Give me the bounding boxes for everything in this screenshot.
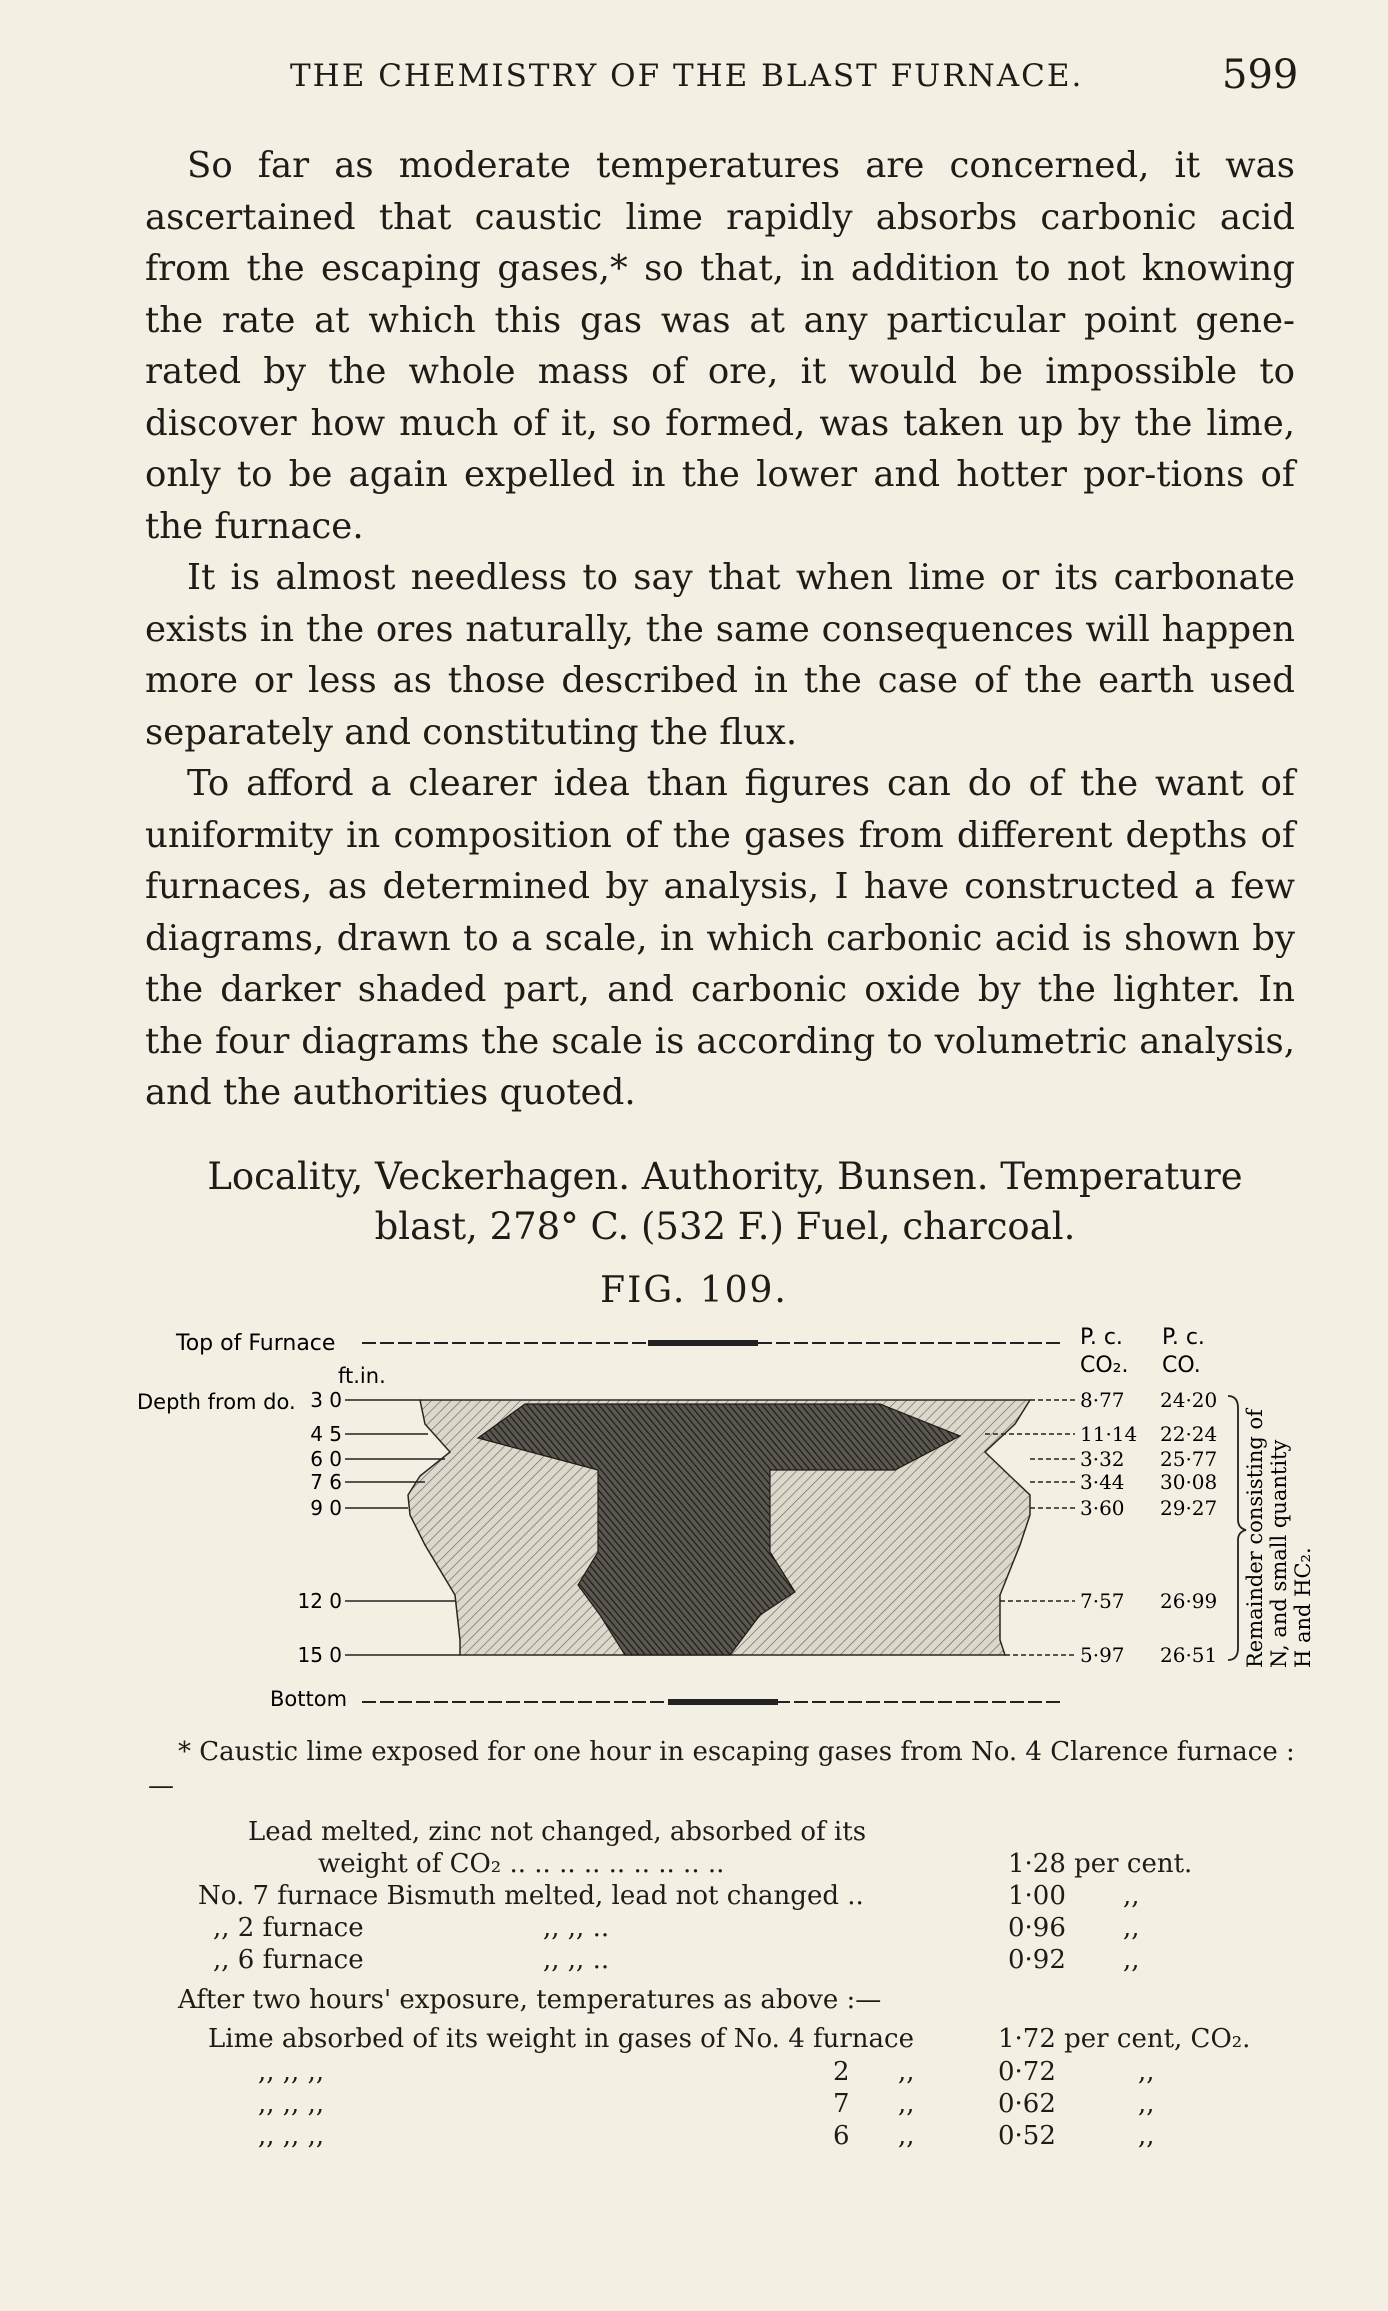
fn-lime-row-val: 0·52 [998,2121,1056,2151]
paragraph-3: To afford a clearer idea than figures can do of the want of uniformity in composition of the gases from different depths of furnaces, as determined by analysis, I have constructed a few diagrams, drawn to a scale, in which carbonic acid is shown by the darker shaded part, and carbonic oxide by the lighter. In the four diagrams the scale is according to volumetric analysis, and the authorities quoted. [145,763,1295,1113]
co2-value: 3·60 [1080,1496,1125,1520]
footnote [148,1735,1308,1803]
depth-label: 9 0 [310,1496,342,1520]
co2-head-2: CO₂. [1080,1353,1129,1378]
co-head-2: CO. [1162,1353,1201,1378]
co-value: 29·27 [1160,1496,1218,1520]
fn-ditto: ,, [1123,1881,1140,1911]
fn-line-c-mid: ,, ,, .. [543,1913,610,1943]
fn-lime-no: 7 [833,2089,850,2119]
fn-ditto: ,, [1123,1913,1140,1943]
depth-from-label: Depth from do. [137,1390,296,1414]
fn-ditto: ,, [898,2057,915,2087]
co2-value: 8·77 [1080,1388,1125,1412]
figure-caption [150,1152,1300,1252]
running-title: THE CHEMISTRY OF THE BLAST FURNACE. [290,58,1084,94]
body-text [145,140,1295,1119]
fn-lime-row-val: 0·72 [998,2057,1056,2087]
co-value: 30·08 [1160,1470,1218,1494]
co2-head-1: P. c. [1080,1325,1123,1350]
depth-label: 7 6 [310,1470,342,1494]
fn-ditto: ,, [1138,2089,1155,2119]
fn-line-a2: weight of CO₂ .. .. .. .. .. .. .. .. .. [318,1849,725,1879]
depth-label: 4 5 [310,1422,342,1446]
fn-after: After two hours' exposure, temperatures as above :— [178,1985,882,2015]
fn-lime-no: 2 [833,2057,850,2087]
caption-line-1: Locality, Veckerhagen. Authority, Bunsen. Temperature [207,1155,1243,1198]
fn-ditto: ,, [1138,2121,1155,2151]
furnace-diagram [0,1315,1388,1715]
fn-line-d-mid: ,, ,, .. [543,1945,610,1975]
fn-line-d: ,, 6 furnace [213,1945,364,1975]
co-values [1160,1388,1217,1667]
co-value: 26·51 [1160,1643,1218,1667]
fn-val-a: 1·28 per cent. [1008,1849,1193,1879]
fn-lime-ditto: ,, ,, ,, [258,2089,325,2119]
fn-line-a1: Lead melted, zinc not changed, absorbed of its [248,1817,867,1847]
top-of-furnace-label: Top of Furnace [176,1331,336,1356]
fn-lime-no: 6 [833,2121,850,2151]
figure-title: FIG. 109. [600,1270,788,1311]
co2-values [1080,1388,1137,1667]
footnote-intro: * Caustic lime exposed for one hour in escaping gases from No. 4 Clarence furnace :— [148,1737,1295,1801]
co-value: 25·77 [1160,1447,1218,1471]
paragraph-1: So far as moderate temperatures are concerned, it was ascertained that caustic lime rapidly absorbs carbonic acid from the escaping gases,* so that, in addition to not knowing the rate at which this gas was at any particular point gene-rated by the whole mass of ore, it would be impossible to discover how much of it, so formed, was taken up by the lime, only to be again expelled in the lower and hotter por-tions of the furnace. [145,145,1295,547]
fn-lime-line: Lime absorbed of its weight in gases of No. 4 furnace [208,2024,914,2054]
side-note-line-3: H and HC₂. [1291,1547,1315,1668]
paragraph-2: It is almost needless to say that when lime or its carbonate exists in the ores naturally, the same consequences will happen more or less as those described in the case of the earth used separately and constituting the flux. [145,557,1295,753]
fn-line-b: No. 7 furnace Bismuth melted, lead not changed .. [198,1881,864,1911]
co-value: 26·99 [1160,1589,1218,1613]
fn-val-b: 1·00 [1008,1881,1066,1911]
fn-lime-ditto: ,, ,, ,, [258,2057,325,2087]
furnace-mouth [648,1340,758,1346]
fn-lime-row-val: 0·62 [998,2089,1056,2119]
depth-label: 3 0 [310,1388,342,1412]
fn-ditto: ,, [1138,2057,1155,2087]
fn-lime-ditto: ,, ,, ,, [258,2121,325,2151]
co2-value: 3·32 [1080,1447,1125,1471]
co-value: 24·20 [1160,1388,1218,1412]
co2-value: 7·57 [1080,1589,1125,1613]
side-note-line-2: N, and small quantity [1267,1439,1291,1668]
co2-value: 11·14 [1080,1422,1138,1446]
depth-labels [297,1388,342,1667]
depth-label: 12 0 [297,1589,342,1613]
fn-ditto: ,, [898,2121,915,2151]
fn-line-c: ,, 2 furnace [213,1913,364,1943]
fn-ditto: ,, [1123,1945,1140,1975]
fn-lime-val: 1·72 per cent, CO₂. [998,2024,1251,2054]
co2-value: 5·97 [1080,1643,1125,1667]
side-note-line-1: Remainder consisting of [1243,1409,1267,1668]
bottom-label: Bottom [270,1687,348,1711]
co-head-1: P. c. [1162,1325,1205,1350]
fn-val-c: 0·96 [1008,1913,1066,1943]
furnace-hearth [668,1699,778,1705]
co2-value: 3·44 [1080,1470,1125,1494]
depth-label: 15 0 [297,1643,342,1667]
ft-in-label: ft.in. [338,1364,386,1388]
fn-ditto: ,, [898,2089,915,2119]
depth-label: 6 0 [310,1447,342,1471]
caption-line-2: blast, 278° C. (532 F.) Fuel, charcoal. [374,1205,1076,1248]
co-value: 22·24 [1160,1422,1218,1446]
fn-val-d: 0·92 [1008,1945,1066,1975]
page-number: 599 [1222,52,1299,98]
